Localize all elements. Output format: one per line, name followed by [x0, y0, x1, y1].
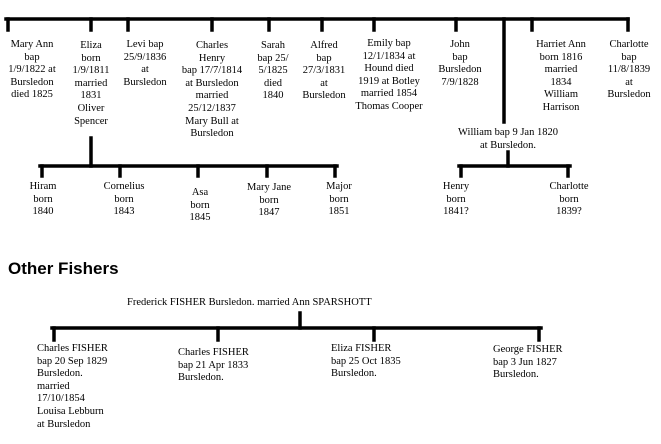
person-charles-fisher-1829: Charles FISHER bap 20 Sep 1829 Bursledon. married 17/10/1854 Louisa Lebburn at Bursledon — [37, 343, 108, 430]
person-cornelius: Cornelius born 1843 — [103, 181, 145, 218]
person-charlotte-2: Charlotte born 1839? — [549, 181, 589, 218]
parents-label: Frederick FISHER Bursledon. married Ann SPARSHOTT — [127, 297, 372, 308]
person-charles-henry: Charles Henry bap 17/7/1814 at Bursledon married 25/12/1837 Mary Bull at Bursledon — [181, 40, 243, 140]
person-eliza-fisher-1835: Eliza FISHER bap 25 Oct 1835 Bursledon. — [331, 343, 401, 380]
person-charlotte: Charlotte bap 11/8/1839 at Bursledon — [607, 39, 651, 101]
person-mary-jane: Mary Jane born 1847 — [246, 182, 292, 219]
person-asa: Asa born 1845 — [189, 187, 211, 224]
person-john: John bap Bursledon 7/9/1828 — [438, 39, 482, 88]
section-heading: Other Fishers — [8, 259, 119, 278]
person-charles-fisher-1833: Charles FISHER bap 21 Apr 1833 Bursledon. — [178, 347, 249, 384]
person-hiram: Hiram born 1840 — [29, 181, 57, 218]
person-alfred: Alfred bap 27/3/1831 at Bursledon — [302, 40, 346, 102]
person-henry: Henry born 1841? — [442, 181, 470, 218]
person-harriet-ann: Harriet Ann born 1816 married 1834 William Harrison — [536, 39, 586, 113]
person-george-fisher-1827: George FISHER bap 3 Jun 1827 Bursledon. — [493, 344, 563, 381]
person-major: Major born 1851 — [326, 181, 352, 218]
person-sarah: Sarah bap 25/ 5/1825 died 1840 — [257, 40, 289, 102]
person-emily: Emily bap 12/1/1834 at Hound died 1919 at Botley married 1854 Thomas Cooper — [355, 38, 423, 112]
person-mary-ann: Mary Ann bap 1/9/1822 at Bursledon died 1825 — [8, 39, 56, 101]
person-william: William bap 9 Jan 1820 at Bursledon. — [458, 127, 558, 151]
person-eliza: Eliza born 1/9/1811 married 1831 Oliver Spencer — [72, 40, 110, 127]
person-levi: Levi bap 25/9/1836 at Bursledon — [123, 39, 167, 88]
